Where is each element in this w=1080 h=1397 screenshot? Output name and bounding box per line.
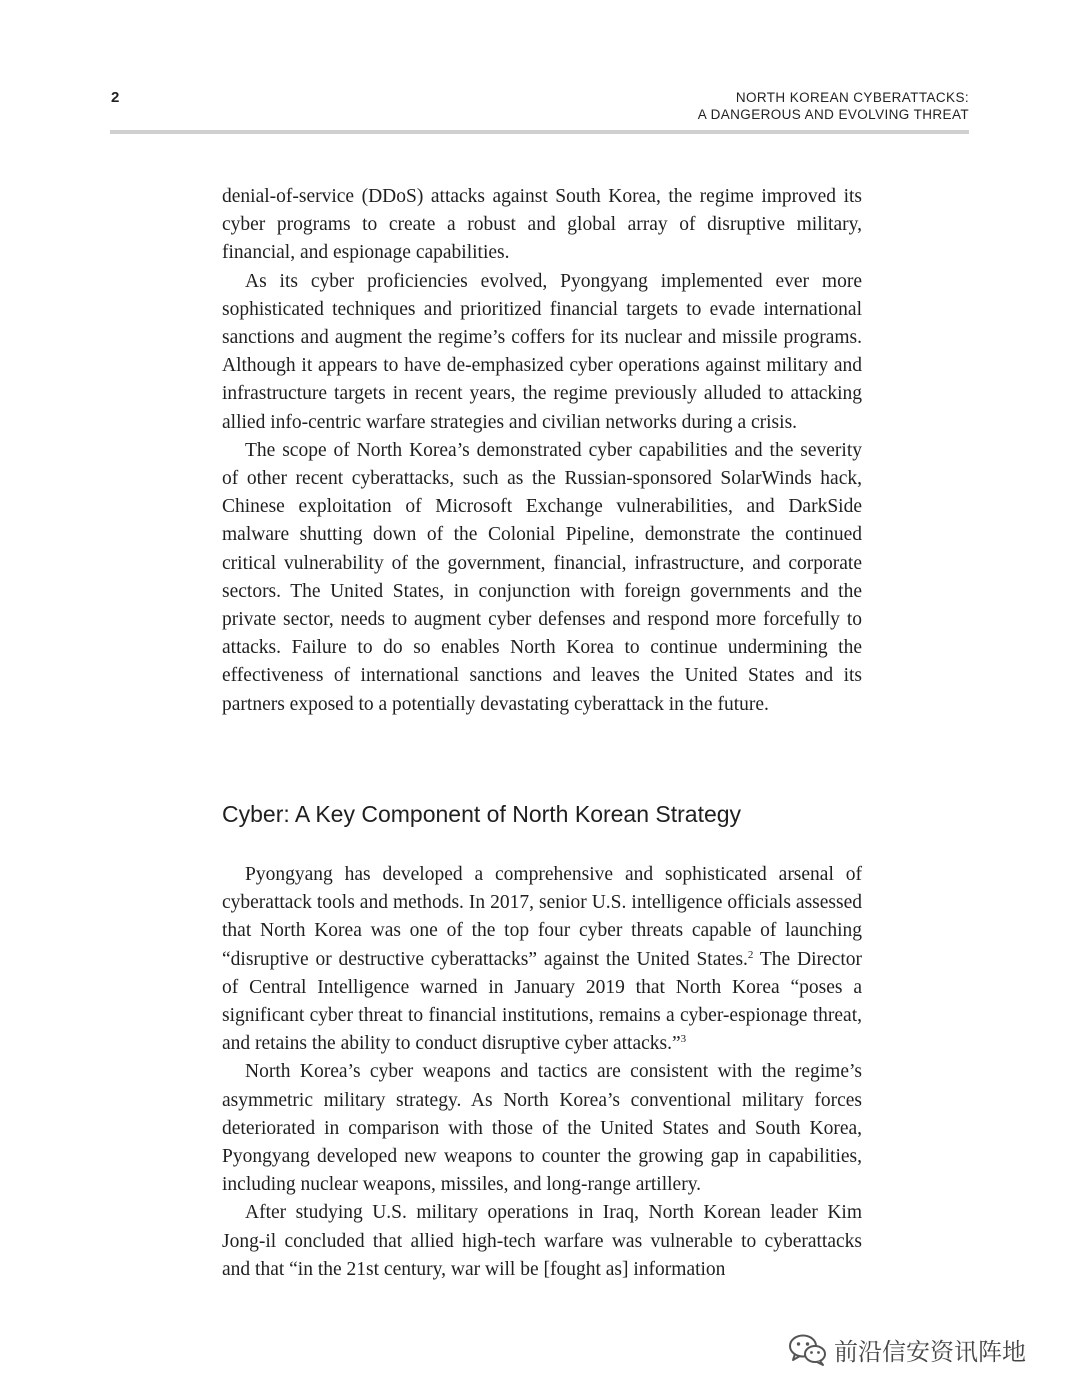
paragraph: After studying U.S. military operations in Iraq, North Korean leader Kim Jong-il concluded that allied high-tech warfare was vulnerable to cyberattacks and that “in the 21st century, war will be [fought as] information bbox=[222, 1202, 862, 1280]
paragraph: North Korea’s cyber weapons and tactics are consistent with the regime’s asymmetric military strategy. As North Korea’s conventional military forces deteriorated in comparison with those of the United States and South Korea, Pyongyang developed new weapons to counter the growing gap in capabilities, including nuclear weapons, missiles, and long-range artillery. bbox=[222, 1061, 862, 1196]
paragraph bbox=[222, 861, 862, 1058]
section-heading: Cyber: A Key Component of North Korean Strategy bbox=[222, 801, 742, 827]
paragraph: denial-of-service (DDoS) attacks against South Korea, the regime improved its cyber programs to create a robust and global array of disruptive military, financial, and espionage capabilities. bbox=[222, 186, 862, 264]
footnote-ref[interactable]: 3 bbox=[680, 1033, 687, 1046]
footnote-ref[interactable]: 2 bbox=[747, 948, 754, 961]
page-number: 2 bbox=[111, 89, 120, 106]
running-head bbox=[698, 89, 969, 123]
paragraph: The scope of North Korea’s demonstrated cyber capabilities and the severity of other recent cyberattacks, such as the Russian-sponsored SolarWinds hack, Chinese exploitation of Microsoft Exchange vulnerabilities, and DarkSide malware shutting down of the Colonial Pipeline, demonstrate the continued critical vulnerability of the government, financial, infrastructure, and corporate sectors. The United States, in conjunction with foreign governments and the private sector, needs to augment cyber defenses and respond more forcefully to attacks. Failure to do so enables North Korea to continue undermining the effectiveness of international sanctions and leaves the United States and its partners exposed to a potentially devastating cyberattack in the future. bbox=[222, 439, 862, 715]
paragraph-text: The Director of Central Intelligence warned in January 2019 that North Korea “poses a significant cyber threat to financial institutions, remains a cyber-espionage threat, and retains the ability to conduct disruptive cyber attacks.” bbox=[222, 948, 862, 1055]
body-text-bottom bbox=[222, 861, 862, 1284]
paragraph-text: Pyongyang has developed a comprehensive and sophisticated arsenal of cyberattack tools and methods. In 2017, senior U.S. intelligence officials assessed that North Korea was one of the top four cyber threats capable of launching “disruptive or destructive cyberattacks” against the United States. bbox=[222, 864, 862, 970]
body-text-top bbox=[222, 183, 862, 719]
watermark bbox=[788, 1332, 1026, 1367]
running-head-line2: A DANGEROUS AND EVOLVING THREAT bbox=[697, 107, 969, 122]
header-rule bbox=[110, 130, 969, 134]
paragraph: As its cyber proficiencies evolved, Pyongyang implemented ever more sophisticated techniques and prioritized financial targets to evade international sanctions and augment the regime’s coffers for its nuclear and missile programs. Although it appears to have de-emphasized cyber operations against military and infrastructure targets in recent years, the regime previously alluded to attacking allied info-centric warfare strategies and civilian networks during a crisis. bbox=[222, 270, 862, 433]
running-head-line1: NORTH KOREAN CYBERATTACKS: bbox=[735, 90, 969, 105]
wechat-icon bbox=[788, 1333, 828, 1367]
watermark-text: 前沿信安资讯阵地 bbox=[834, 1338, 1026, 1366]
